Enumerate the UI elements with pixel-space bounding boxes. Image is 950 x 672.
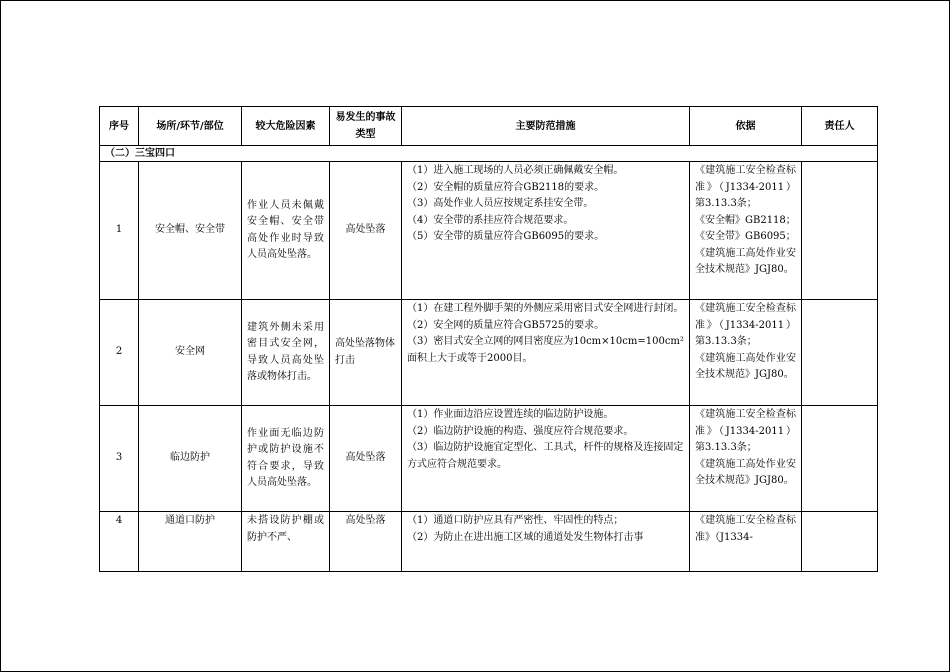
- measure-line: （4）安全带的系挂应符合规范要求。: [407, 214, 574, 226]
- header-accident-type: 易发生的事故类型: [330, 107, 402, 146]
- measure-line: （3）临边防护设施宜定型化、工具式，杆件的规格及连接固定方式应符合规范要求。: [407, 442, 684, 470]
- measure-line: （2）临边防护设施的构造、强度应符合规范要求。: [407, 425, 634, 437]
- table-row: [100, 406, 878, 512]
- basis-line: 《建筑施工安全检查标准》（J1334-2011）第3.13.3条；: [695, 303, 796, 347]
- row-measures: [402, 512, 690, 572]
- basis-line: 《建筑施工安全检查标准》（J1334-2011）第3.13.3条；: [695, 165, 796, 209]
- header-no: 序号: [100, 107, 139, 146]
- measure-line: （3）密目式安全立网的网目密度应为10cm×10cm=100cm²面积上大于或等于2000目。: [407, 336, 684, 364]
- measure-line: （1）在建工程外脚手架的外侧应采用密目式安全网进行封闭。: [407, 303, 684, 314]
- row-accident-type: 高处坠落: [330, 406, 402, 512]
- row-hazard: 作业面无临边防护或防护设施不符合要求，导致人员高处坠落。: [242, 406, 330, 512]
- row-measures: [402, 162, 690, 300]
- table-row: [100, 512, 878, 572]
- basis-line: 《建筑施工高处作业安全技术规范》JGJ80。: [695, 247, 796, 275]
- row-basis: [690, 300, 802, 406]
- header-row: [100, 107, 878, 146]
- row-basis: [690, 162, 802, 300]
- basis-line: 《建筑施工安全检查标准》（J1334-2011）第3.13.3条；: [695, 409, 796, 453]
- basis-line: 《安全带》GB6095；: [695, 231, 796, 242]
- section-row: [100, 146, 878, 162]
- header-basis: 依据: [690, 107, 802, 146]
- measure-line: （1）通道口防护应具有严密性、牢固性的特点；: [407, 515, 624, 526]
- row-no: 4: [100, 512, 139, 572]
- row-responsible: [802, 512, 878, 572]
- basis-line: 《建筑施工高处作业安全技术规范》JGJ80。: [695, 458, 796, 486]
- row-place: 临边防护: [139, 406, 242, 512]
- header-measures: 主要防范措施: [402, 107, 690, 146]
- section-title: （二）三宝四口: [100, 146, 878, 162]
- row-responsible: [802, 162, 878, 300]
- row-hazard: 作业人员未佩戴安全帽、安全带高处作业时导致人员高处坠落。: [242, 162, 330, 300]
- table-row: [100, 300, 878, 406]
- header-place: 场所/环节/部位: [139, 107, 242, 146]
- header-hazard: 较大危险因素: [242, 107, 330, 146]
- row-place: 通道口防护: [139, 512, 242, 572]
- basis-line: 《安全帽》GB2118；: [695, 214, 796, 226]
- row-no: 1: [100, 162, 139, 300]
- row-accident-type: 高处坠落: [330, 162, 402, 300]
- measure-line: （2）安全网的质量应符合GB5725的要求。: [407, 319, 605, 331]
- measure-line: （2）为防止在进出施工区域的通道处发生物体打击事: [407, 531, 644, 543]
- row-accident-type: 高处坠落物体打击: [330, 300, 402, 406]
- measure-line: （1）进入施工现场的人员必须正确佩戴安全帽。: [407, 165, 624, 176]
- row-place: 安全网: [139, 300, 242, 406]
- row-measures: [402, 300, 690, 406]
- row-no: 3: [100, 406, 139, 512]
- measure-line: （1）作业面边沿应设置连续的临边防护设施。: [407, 409, 614, 420]
- measure-line: （2）安全帽的质量应符合GB2118的要求。: [407, 181, 605, 193]
- row-accident-type: 高处坠落: [330, 512, 402, 572]
- safety-hazard-table: [99, 106, 878, 572]
- row-basis: [690, 512, 802, 572]
- basis-line: 《建筑施工安全检查标准》（J1334-: [695, 515, 796, 543]
- row-measures: [402, 406, 690, 512]
- measure-line: （3）高处作业人员应按规定系挂安全带。: [407, 198, 594, 209]
- row-responsible: [802, 406, 878, 512]
- header-responsible: 责任人: [802, 107, 878, 146]
- row-place: 安全帽、安全带: [139, 162, 242, 300]
- row-responsible: [802, 300, 878, 406]
- row-hazard: 未搭设防护棚或防护不严、: [242, 512, 330, 572]
- row-hazard: 建筑外侧未采用密目式安全网，导致人员高处坠落或物体打击。: [242, 300, 330, 406]
- row-no: 2: [100, 300, 139, 406]
- row-basis: [690, 406, 802, 512]
- basis-line: 《建筑施工高处作业安全技术规范》JGJ80。: [695, 352, 796, 380]
- table-row: [100, 162, 878, 300]
- measure-line: （5）安全带的质量应符合GB6095的要求。: [407, 231, 605, 242]
